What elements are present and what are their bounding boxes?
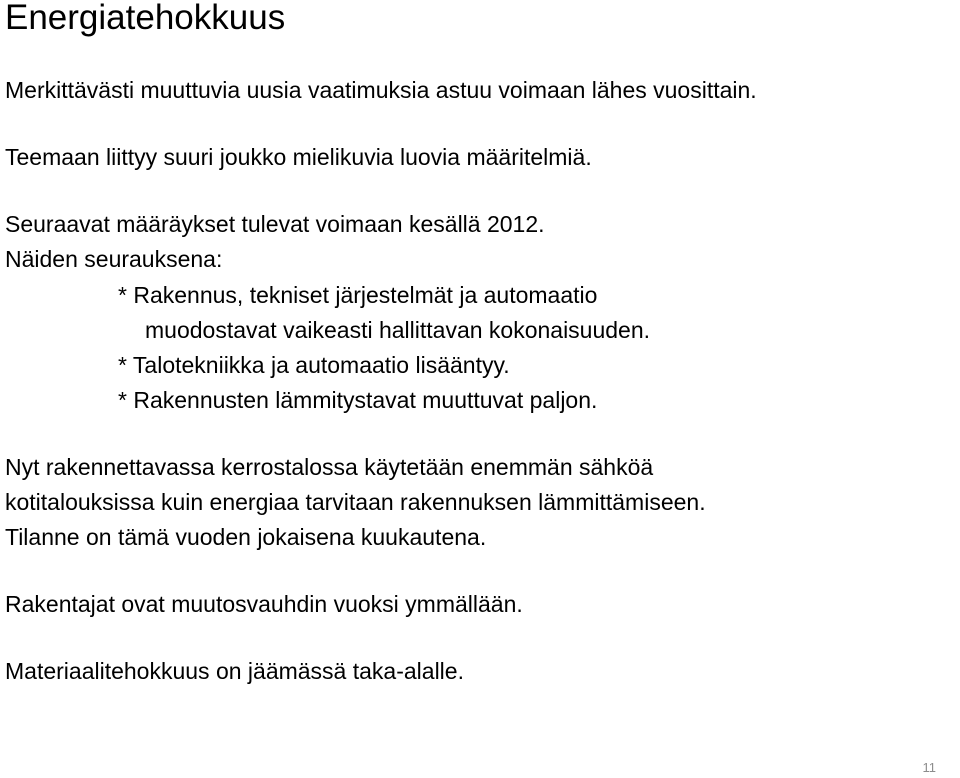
text-line-regulations-2012: Seuraavat määräykset tulevat voimaan kesällä 2012. xyxy=(5,211,545,237)
bullet-item-heating-methods: * Rakennusten lämmitystavat muuttuvat paljon. xyxy=(118,387,598,413)
text-line-requirements: Merkittävästi muuttuvia uusia vaatimuksia astuu voimaan lähes vuosittain. xyxy=(5,77,757,103)
bullet-item-building-systems: * Rakennus, tekniset järjestelmät ja automaatio xyxy=(118,282,598,308)
text-line-material-efficiency: Materiaalitehokkuus on jäämässä taka-alalle. xyxy=(5,658,464,684)
bullet-item-building-services: * Talotekniikka ja automaatio lisääntyy. xyxy=(118,352,510,378)
page-number: 11 xyxy=(922,760,936,775)
text-line-consequences: Näiden seurauksena: xyxy=(5,246,223,272)
slide-title: Energiatehokkuus xyxy=(5,0,286,37)
text-line-definitions: Teemaan liittyy suuri joukko mielikuvia luovia määritelmiä. xyxy=(5,144,592,170)
text-line-electricity-1: Nyt rakennettavassa kerrostalossa käytetään enemmän sähköä xyxy=(5,454,654,480)
text-line-electricity-2: kotitalouksissa kuin energiaa tarvitaan rakennuksen lämmittämiseen. xyxy=(5,489,706,515)
text-line-builders: Rakentajat ovat muutosvauhdin vuoksi ymmällään. xyxy=(5,591,523,617)
bullet-item-building-systems-continued: muodostavat vaikeasti hallittavan kokonaisuuden. xyxy=(145,317,651,343)
text-line-electricity-3: Tilanne on tämä vuoden jokaisena kuukautena. xyxy=(5,524,487,550)
